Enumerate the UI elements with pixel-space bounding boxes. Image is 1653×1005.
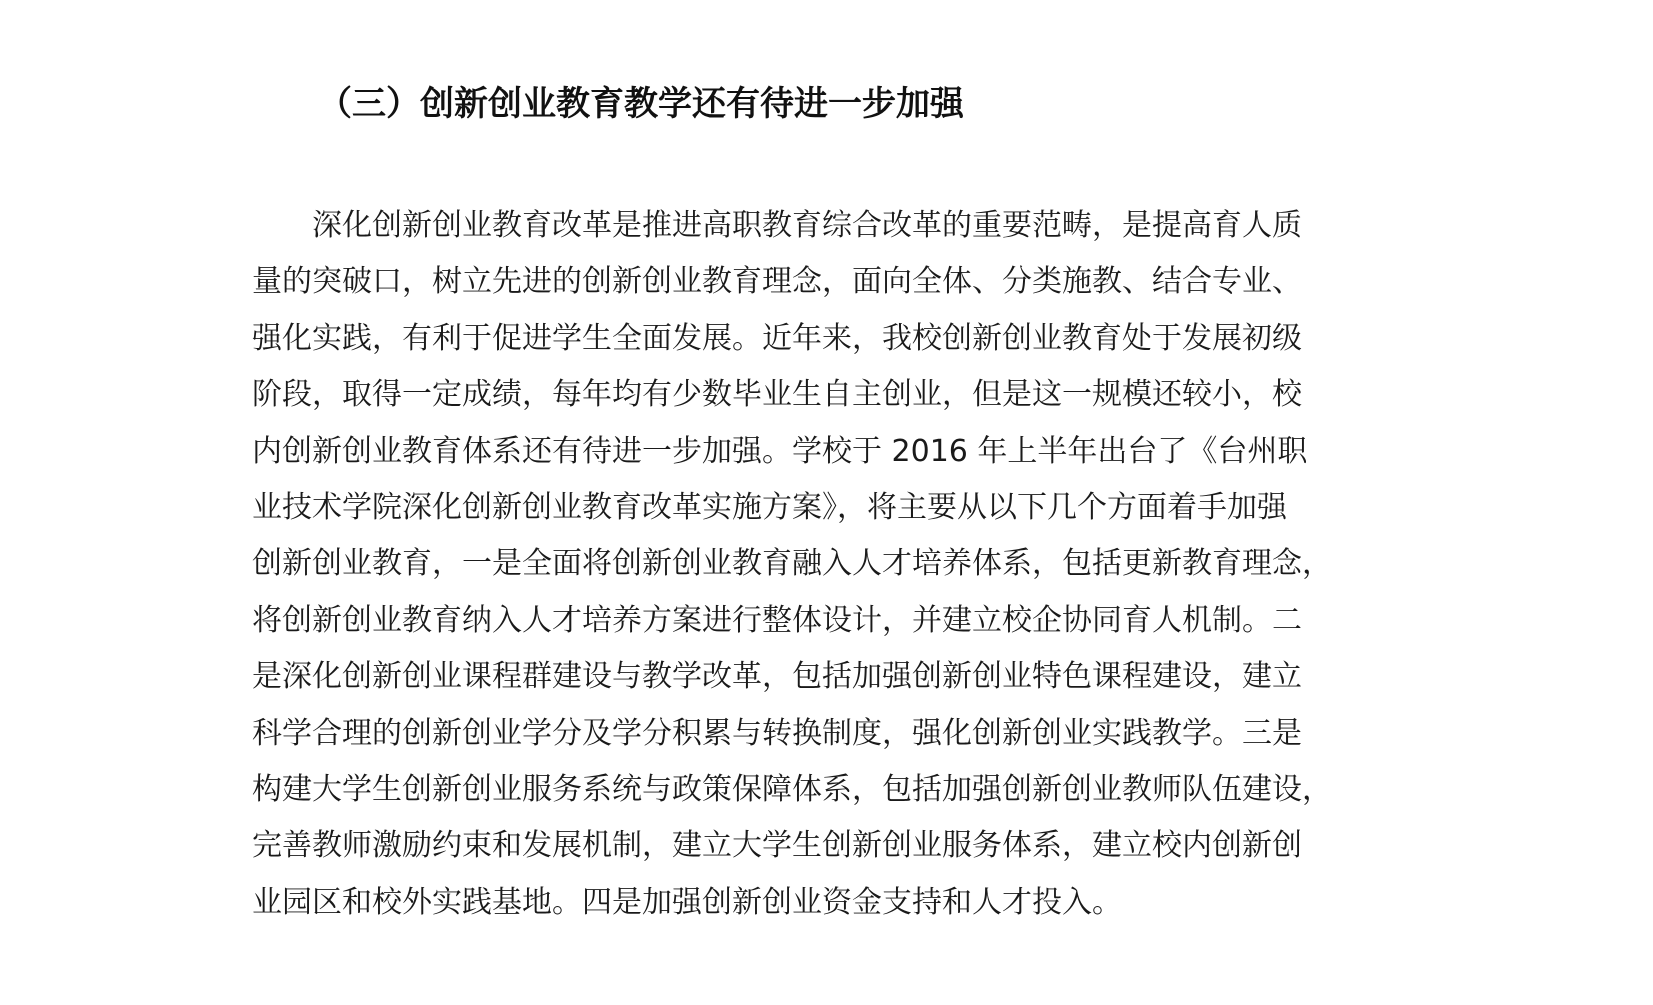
paragraph-line: 将创新创业教育纳入人才培养方案进行整体设计，并建立校企协同育人机制。二 xyxy=(252,602,1302,638)
paragraph-line: 完善教师激励约束和发展机制，建立大学生创新创业服务体系，建立校内创新创 xyxy=(252,828,1302,864)
paragraph-line: 是深化创新创业课程群建设与教学改革，包括加强创新创业特色课程建设，建立 xyxy=(252,659,1302,695)
paragraph-line: 业技术学院深化创新创业教育改革实施方案》，将主要从以下几个方面着手加强 xyxy=(252,489,1287,525)
paragraph-line: 业园区和校外实践基地。四是加强创新创业资金支持和人才投入。 xyxy=(252,884,1122,920)
paragraph-line: 创新创业教育，一是全面将创新创业教育融入人才培养体系，包括更新教育理念， xyxy=(252,546,1332,582)
paragraph-line: 强化实践，有利于促进学生全面发展。近年来，我校创新创业教育处于发展初级 xyxy=(252,320,1302,356)
paragraph-line: 阶段，取得一定成绩，每年均有少数毕业生自主创业，但是这一规模还较小，校 xyxy=(252,377,1302,413)
paragraph-line: 科学合理的创新创业学分及学分积累与转换制度，强化创新创业实践教学。三是 xyxy=(252,715,1302,751)
paragraph-line: 量的突破口，树立先进的创新创业教育理念，面向全体、分类施教、结合专业、 xyxy=(252,264,1302,300)
body-paragraph xyxy=(252,198,1414,931)
paragraph-line: 深化创新创业教育改革是推进高职教育综合改革的重要范畴，是提高育人质 xyxy=(312,208,1302,243)
section-heading: （三）创新创业教育教学还有待进一步加强 xyxy=(318,84,964,124)
paragraph-line: 内创新创业教育体系还有待进一步加强。学校于 2016 年上半年出台了《台州职 xyxy=(252,433,1308,469)
paragraph-line: 构建大学生创新创业服务系统与政策保障体系，包括加强创新创业教师队伍建设， xyxy=(252,771,1332,807)
